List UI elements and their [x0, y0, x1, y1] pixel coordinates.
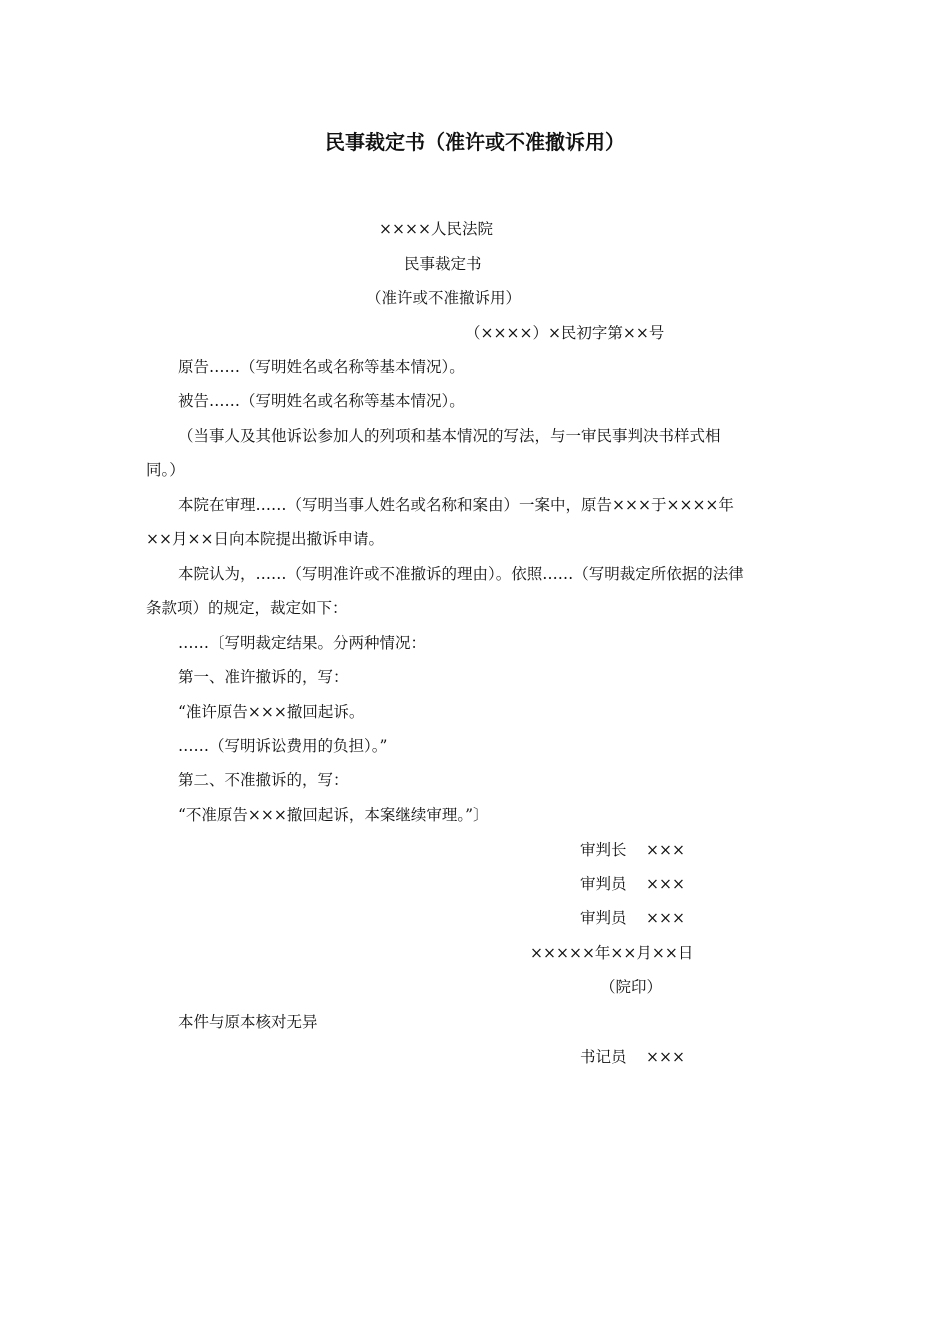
- signature-judge-1: [580, 873, 685, 895]
- document-type: 民事裁定书: [404, 255, 482, 273]
- ruling-case2-label: 第二、不准撤诉的，写：: [178, 771, 349, 789]
- signature-presiding-judge: [580, 839, 685, 861]
- court-seal: （院印）: [600, 978, 663, 996]
- signature-role: 书记员: [580, 1048, 627, 1066]
- ruling-case1-line2: ……（写明诉讼费用的负担）。”: [178, 737, 388, 755]
- signature-role: 审判员: [580, 909, 627, 927]
- court-name: ××××人民法院: [379, 220, 493, 238]
- signature-date: ×××××年××月××日: [530, 944, 694, 962]
- signature-role: 审判员: [580, 875, 627, 893]
- signature-clerk: [580, 1046, 685, 1068]
- signature-name: ×××: [646, 875, 685, 893]
- parties-note: （当事人及其他诉讼参加人的列项和基本情况的写法，与一审民事判决书样式相同。）: [146, 427, 721, 479]
- ruling-case1-line1: “准许原告×××撤回起诉。: [178, 703, 365, 721]
- reasoning-paragraph: 本院认为，……（写明准许或不准撤诉的理由）。依照……（写明裁定所依据的法律条款项）的规定，裁定如下：: [146, 565, 744, 617]
- signature-role: 审判长: [580, 841, 627, 859]
- defendant-line: 被告……（写明姓名或名称等基本情况）。: [178, 392, 465, 410]
- verification-note: 本件与原本核对无异: [178, 1013, 318, 1031]
- document-subtitle: （准许或不准撤诉用）: [366, 289, 522, 307]
- ruling-case1-label: 第一、准许撤诉的，写：: [178, 668, 349, 686]
- facts-paragraph: 本院在审理……（写明当事人姓名或名称和案由）一案中，原告×××于××××年××月××日向本院提出撤诉申请。: [146, 496, 734, 548]
- signature-name: ×××: [646, 841, 685, 859]
- ruling-intro: ……〔写明裁定结果。分两种情况：: [178, 634, 427, 652]
- ruling-case2-line1: “不准原告×××撤回起诉，本案继续审理。”〕: [178, 806, 489, 824]
- plaintiff-line: 原告……（写明姓名或名称等基本情况）。: [178, 358, 465, 376]
- signature-name: ×××: [646, 909, 685, 927]
- document-title: 民事裁定书（准许或不准撤诉用）: [325, 130, 625, 154]
- case-number: （××××）×民初字第××号: [465, 324, 665, 342]
- signature-judge-2: [580, 907, 685, 929]
- signature-name: ×××: [646, 1048, 685, 1066]
